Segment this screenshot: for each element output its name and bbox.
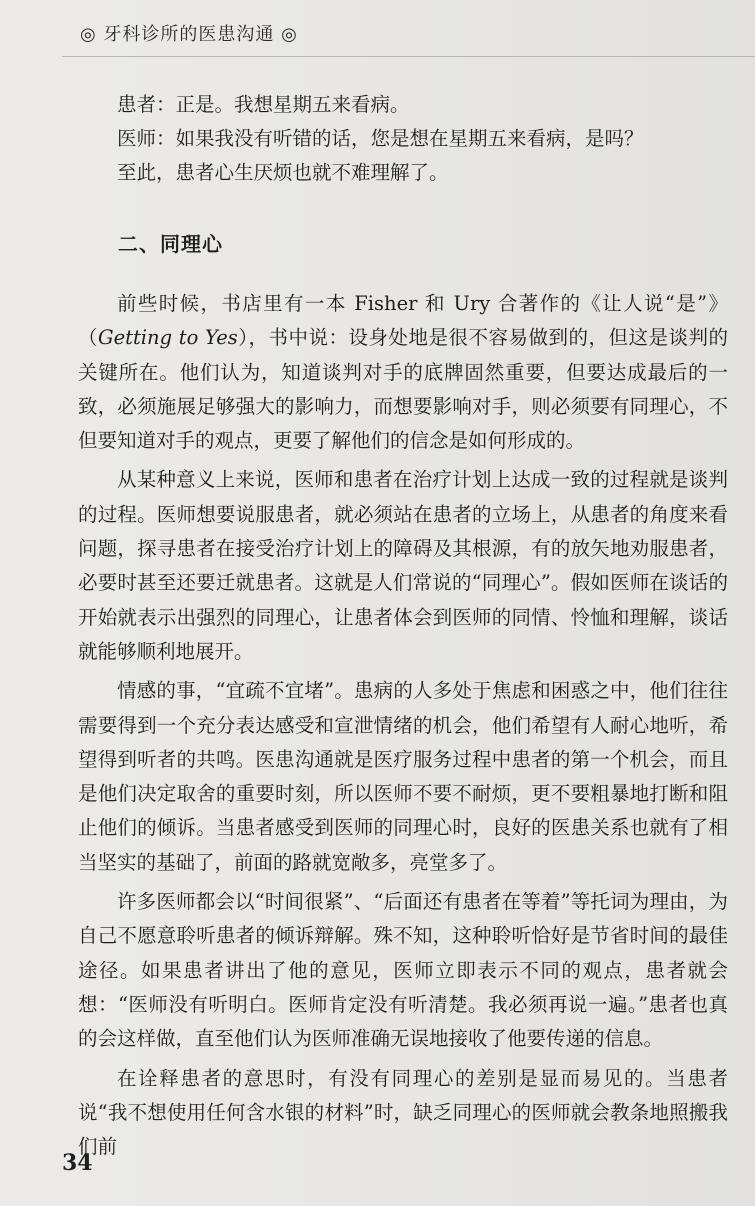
header-rule <box>62 56 755 57</box>
paragraph-1-part-b: ），书中说：设身处地是很不容易做到的，但这是谈判的关键所在。他们认为，知道谈判对手的底牌固然重要，但要达成最后的一致，必须施展足够强大的影响力，而想要影响对手，则必须要有同理心，不但要知道对手的观点，更要了解他们的信念是如何形成的。 <box>78 326 728 453</box>
section-heading: 二、同理心 <box>118 232 223 256</box>
book-title-italic: Getting to Yes <box>98 326 238 350</box>
paragraph-2: 从某种意义上来说，医师和患者在治疗计划上达成一致的过程就是谈判的过程。医师想要说服患者，就必须站在患者的立场上，从患者的角度来看问题，探寻患者在接受治疗计划上的障碍及其根源，有的放矢地劝服患者，必要时甚至还要迁就患者。这就是人们常说的“同理心”。假如医师在谈话的开始就表示出强烈的同理心，让患者体会到医师的同情、怜恤和理解，谈话就能够顺利地展开。 <box>78 468 728 663</box>
dialogue-conclusion: 至此，患者心生厌烦也就不难理解了。 <box>117 161 449 184</box>
dialogue-line-patient: 患者：正是。我想星期五来看病。 <box>117 93 410 116</box>
paragraph-5: 在诠释患者的意思时，有没有同理心的差别是显而易见的。当患者说“我不想使用任何含水银的材料”时，缺乏同理心的医师就会教条地照搬我们前 <box>78 1066 728 1159</box>
paragraph-3: 情感的事，“宜疏不宜堵”。患病的人多处于焦虑和困惑之中，他们往往需要得到一个充分表达感受和宣泄情绪的机会，他们希望有人耐心地听，希望得到听者的共鸣。医患沟通就是医疗服务过程中患者的第一个机会，而且是他们决定取舍的重要时刻，所以医师不要不耐烦，更不要粗暴地打断和阻止他们的倾诉。当患者感受到医师的同理心时，良好的医患关系也就有了相当坚实的基础了，前面的路就宽敞多，亮堂多了。 <box>78 679 728 874</box>
dialogue-block <box>78 88 728 190</box>
dialogue-line-doctor: 医师：如果我没有听错的话，您是想在星期五来看病，是吗？ <box>117 127 644 150</box>
paragraph-1 <box>78 287 728 458</box>
paragraph-1-part-a: 前些时候，书店里有一本 Fisher 和 Ury 合著作的《让人说“是”》（ <box>78 292 728 350</box>
page-content <box>78 88 728 1169</box>
page-number: 34 <box>62 1150 93 1176</box>
running-header: ◎ 牙科诊所的医患沟通 ◎ <box>80 24 298 45</box>
paragraph-4: 许多医师都会以“时间很紧”、“后面还有患者在等着”等托词为理由，为自己不愿意聆听患者的倾诉辩解。殊不知，这种聆听恰好是节省时间的最佳途径。如果患者讲出了他的意见，医师立即表示不同的观点，患者就会想：“医师没有听明白。医师肯定没有听清楚。我必须再说一遍。”患者也真的会这样做，直至他们认为医师准确无误地接收了他要传递的信息。 <box>78 890 728 1051</box>
